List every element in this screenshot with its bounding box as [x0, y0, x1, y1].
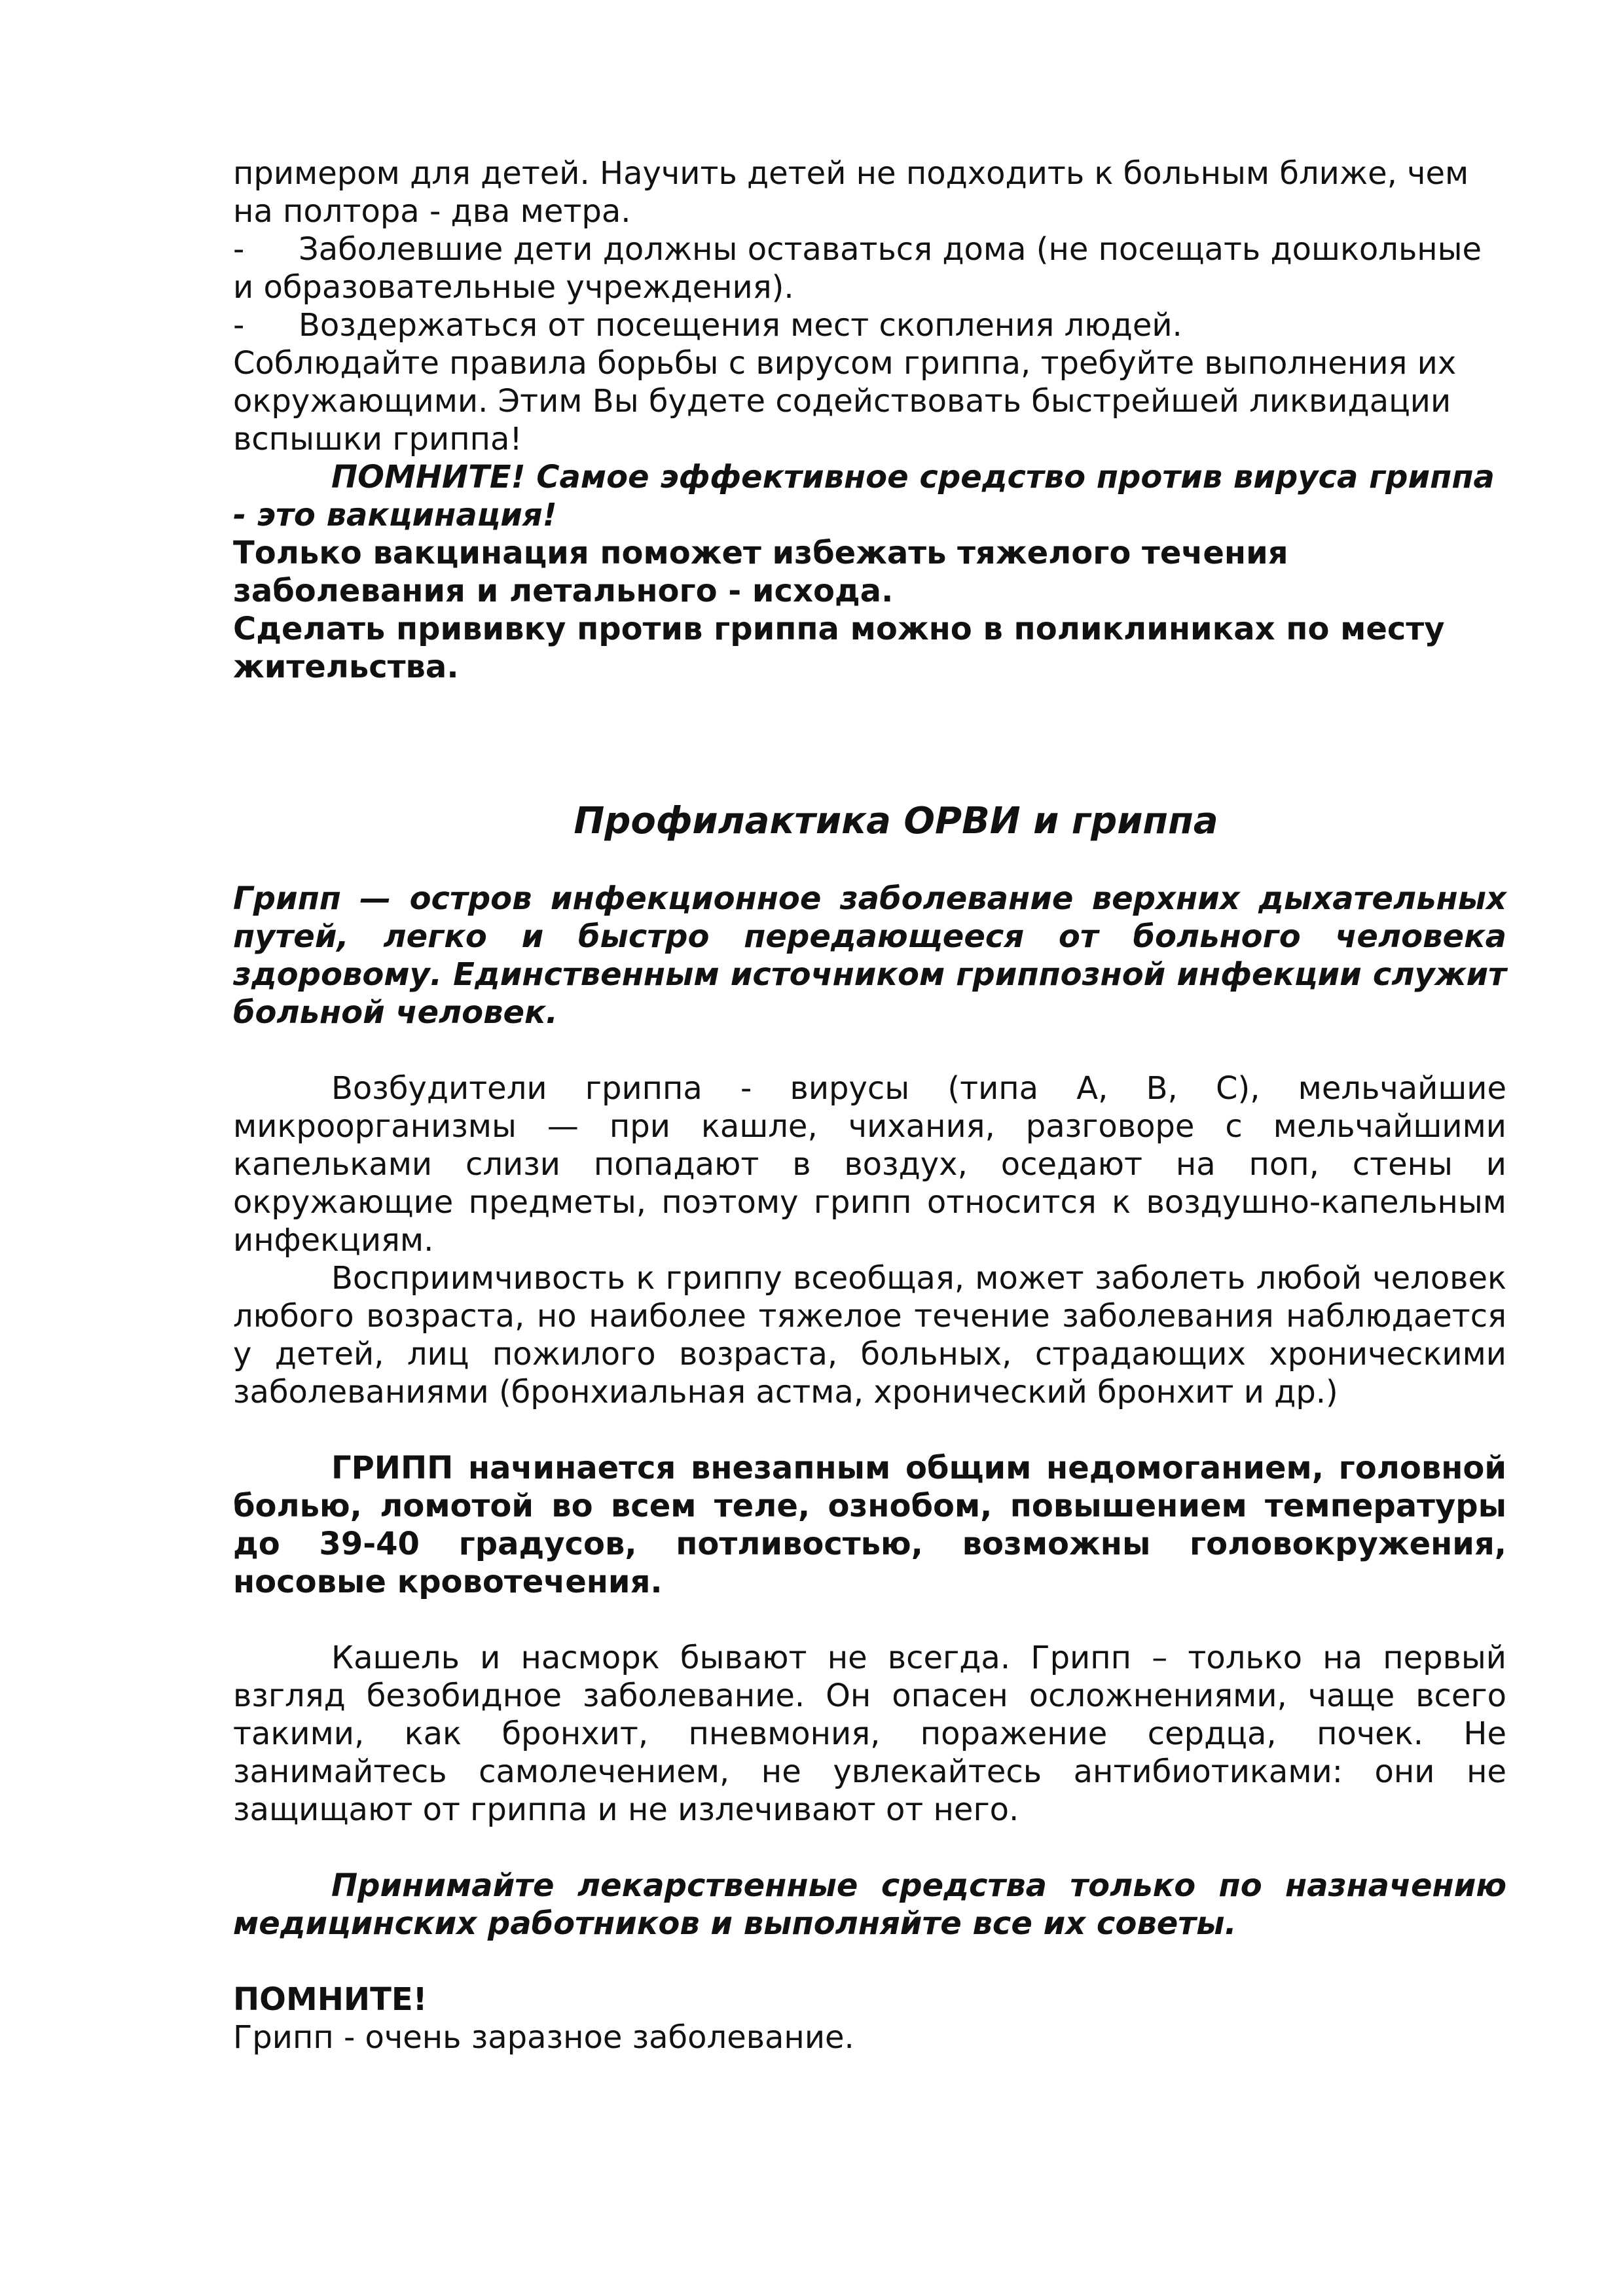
contagious-paragraph: Грипп - очень заразное заболевание. — [233, 2019, 854, 2056]
pathogens-paragraph: Возбудители гриппа - вирусы (типа А, В, С), мельчайшие микроорганизмы — при кашле, чихания, разговоре с мельчайшими капельками слизи попадают в воздух, оседают на поп, стены и окружающие предметы, поэтому грипп относится к воздушно-капельным инфекциям. — [233, 1070, 1506, 1259]
medicine-paragraph: Принимайте лекарственные средства только по назначению медицинских работников и выполняйте все их советы. — [233, 1867, 1506, 1942]
vaccine-only-paragraph: Только вакцинация поможет избежать тяжелого течения заболевания и летального - исхода. — [233, 535, 1288, 609]
dash-marker: - — [233, 307, 245, 344]
spacer — [233, 1829, 1506, 1867]
symptoms-paragraph: ГРИПП начинается внезапным общим недомоганием, головной болью, ломотой во всем теле, ознобом, повышением температуры до 39-40 градусов, потливостью, возможны головокружения, носовые кровотечения. — [233, 1450, 1506, 1600]
spacer — [233, 1411, 1506, 1449]
vaccine-reminder: ПОМНИТЕ! Самое эффективное средство против вируса гриппа - это вакцинация! — [233, 459, 1495, 533]
dash-marker: - — [233, 231, 245, 268]
rules-paragraph: Соблюдайте правила борьбы с вирусом гриппа, требуйте выполнения их окружающими. Этим Вы будете содействовать быстрейшей ликвидации вспышки гриппа! — [233, 345, 1457, 457]
remember-heading: ПОМНИТЕ! — [233, 1981, 428, 2018]
list-item-text: Воздержаться от посещения мест скопления людей. — [299, 307, 1182, 344]
spacer — [233, 844, 1506, 880]
list-item — [233, 306, 1506, 344]
spacer — [233, 1943, 1506, 1981]
vaccine-where-paragraph: Сделать прививку против гриппа можно в поликлиниках по месту жительства. — [233, 611, 1445, 685]
spacer — [233, 1031, 1506, 1069]
list-item — [233, 230, 1506, 306]
document-page — [233, 154, 1506, 2056]
cough-paragraph: Кашель и насморк бывают не всегда. Грипп – только на первый взгляд безобидное заболевание. Он опасен осложнениями, чаще всего такими, как бронхит, пневмония, поражение сердца, почек. Не занимайтесь самолечением, не увлекайтесь антибиотиками: они не защищают от гриппа и не излечивают от него. — [233, 1640, 1506, 1828]
definition-paragraph: Грипп — остров инфекционное заболевание верхних дыхательных путей, легко и быстро передающееся от больного человека здоровому. Единственным источником гриппозной инфекции служит больной человек. — [233, 880, 1506, 1031]
spacer — [233, 1601, 1506, 1639]
list-item-text: Заболевшие дети должны оставаться дома (не посещать дошкольные и образовательные учреждения). — [233, 231, 1482, 306]
intro-paragraph: примером для детей. Научить детей не подходить к больным ближе, чем на полтора - два метра. — [233, 155, 1469, 230]
section-title: Профилактика ОРВИ и гриппа — [574, 800, 1218, 842]
susceptibility-paragraph: Восприимчивость к гриппу всеобщая, может заболеть любой человек любого возраста, но наиболее тяжелое течение заболевания наблюдается у детей, лиц пожилого возраста, больных, страдающих хроническими заболеваниями (бронхиальная астма, хронический бронхит и др.) — [233, 1260, 1506, 1410]
spacer — [233, 686, 1506, 798]
